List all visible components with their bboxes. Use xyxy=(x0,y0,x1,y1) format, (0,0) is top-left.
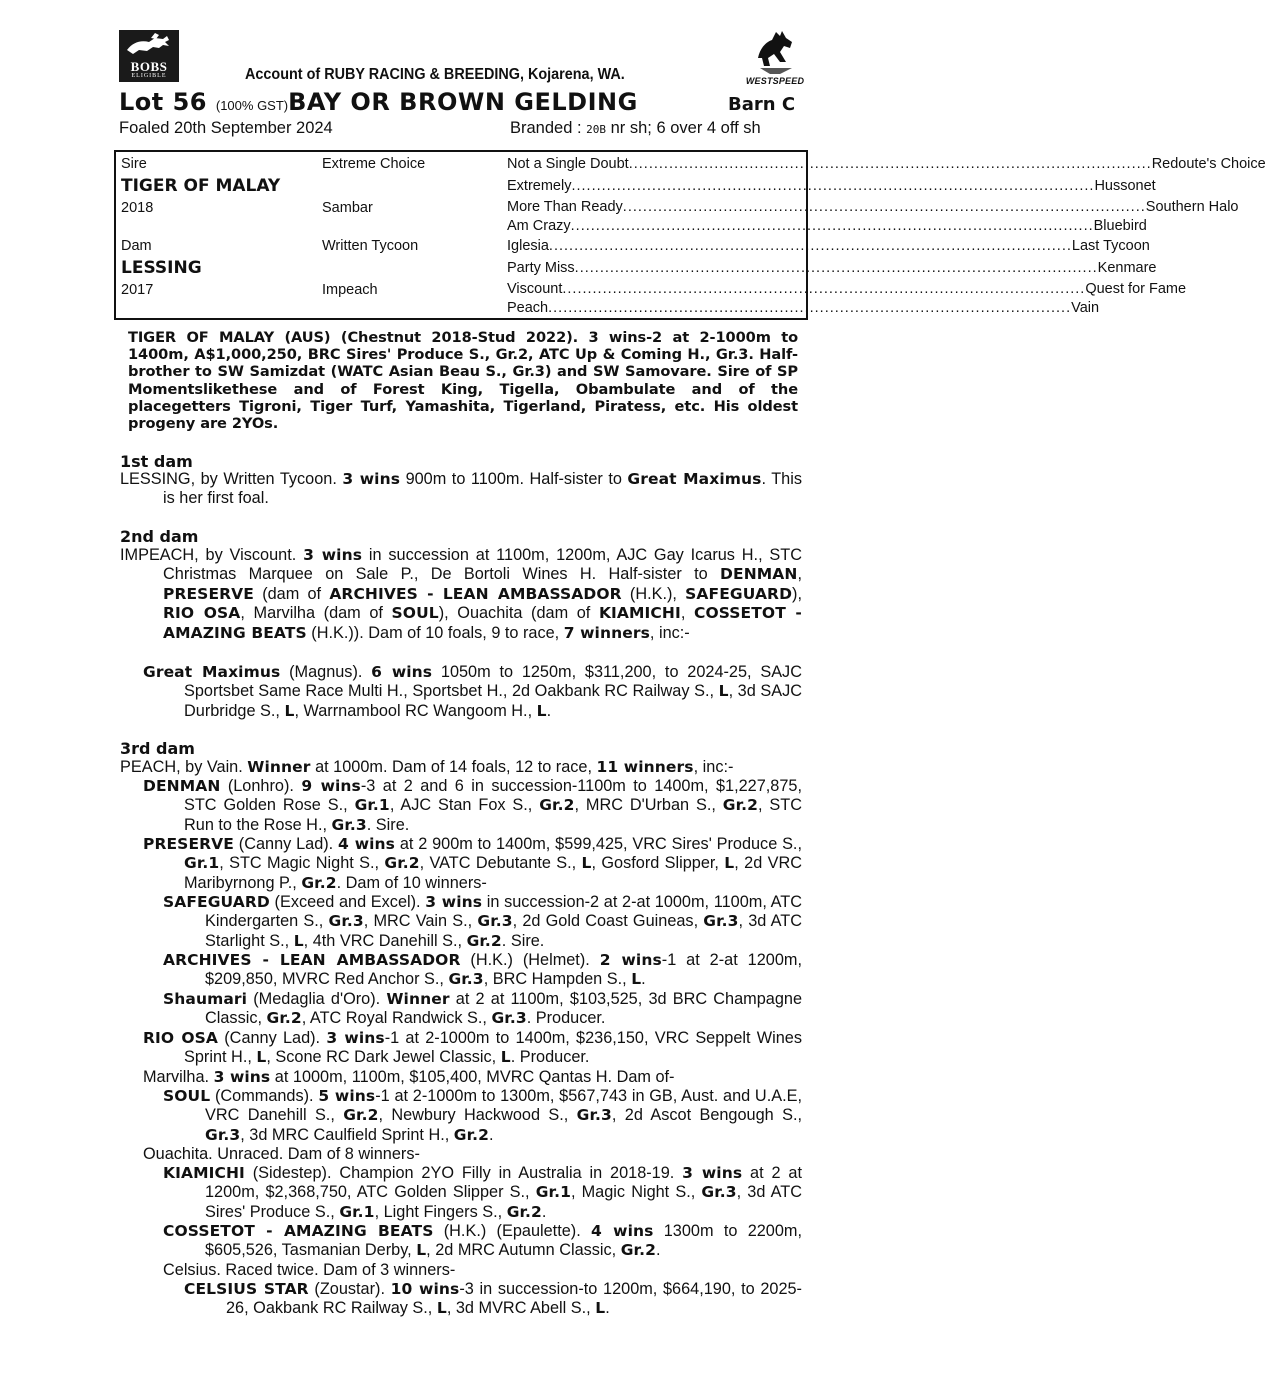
dam-label: Dam xyxy=(121,238,152,254)
gst-note: (100% GST) xyxy=(215,98,289,113)
gen3-sire: Iglesia xyxy=(507,238,549,254)
progeny-entry: KIAMICHI (Sidestep). Champion 2YO Filly in Australia in 2018-19. 3 wins at 2 at 1200m, $2,368,750, ATC Golden Slipper S., Gr.1, Magic Night S., Gr.3, 3d ATC Sires' Produce S., Gr.1, Light Fingers S., Gr.2. xyxy=(163,1164,802,1221)
horse-rider-icon xyxy=(119,30,179,60)
progeny-entry: DENMAN (Lonhro). 9 wins-3 at 2 and 6 in succession-1100m to 1400m, $1,227,875, STC Golden Rose S., Gr.1, AJC Stan Fox S., Gr.2, MRC D'Urban S., Gr.2, STC Run to the Rose H., Gr.3. Sire. xyxy=(143,777,802,834)
third-dam-entry: PEACH, by Vain. Winner at 1000m. Dam of 14 foals, 12 to race, 11 winners, inc:- xyxy=(120,758,734,776)
gen3-dam: Kenmare xyxy=(1097,260,1157,276)
leader-dots: ........................................................................................................ xyxy=(628,156,1152,172)
progeny-entry: Shaumari (Medaglia d'Oro). Winner at 2 at 1100m, $103,525, 3d BRC Champagne Classic, Gr.2, ATC Royal Randwick S., Gr.3. Producer. xyxy=(163,990,802,1028)
bobs-logo-text: BOBS xyxy=(130,59,168,74)
gen3-dam: Hussonet xyxy=(1094,178,1156,194)
first-dam-heading: 1st dam xyxy=(120,452,193,471)
gen3-sire: Am Crazy xyxy=(507,218,571,234)
gen3-sire: Viscount xyxy=(507,281,563,297)
sire-year: 2018 xyxy=(121,200,154,216)
gen3-sire: Extremely xyxy=(507,178,572,194)
gen3-row xyxy=(507,178,1156,194)
dam-year: 2017 xyxy=(121,282,154,298)
sire-summary: TIGER OF MALAY (AUS) (Chestnut 2018-Stud 2022). 3 wins-2 at 2-1000m to 1400m, A$1,000,250, BRC Sires' Produce S., Gr.2, ATC Up & Coming H., Gr.3. Half-brother to SW Samizdat (WATC Asian Beau S., Gr.3) and SW Samovare. Sire of SP Momentslikethese and of Forest King, Tigella, Obambulate and of the placegetters Tigroni, Tiger Turf, Yamashita, Tigerland, Piratess, etc. His oldest progeny are 2YOs. xyxy=(128,329,798,433)
gen3-dam: Redoute's Choice xyxy=(1151,156,1266,172)
first-dam-entry: LESSING, by Written Tycoon. 3 wins 900m to 1100m. Half-sister to Great Maximus. This is her first foal. xyxy=(120,470,802,508)
sire-dam: Sambar xyxy=(322,200,373,216)
branding xyxy=(510,119,761,138)
sire-name: TIGER OF MALAY xyxy=(121,176,281,196)
progeny-entry: CELSIUS STAR (Zoustar). 10 wins-3 in succession-to 1200m, $664,190, to 2025-26, Oakbank RC Railway S., L, 3d MVRC Abell S., L. xyxy=(184,1280,802,1318)
progeny-entry: RIO OSA (Canny Lad). 3 wins-1 at 2-1000m to 1400m, $236,150, VRC Seppelt Wines Sprint H., L, Scone RC Dark Jewel Classic, L. Producer. xyxy=(143,1029,803,1067)
progeny-entry: Ouachita. Unraced. Dam of 8 winners- xyxy=(143,1145,420,1163)
bobs-eligible-logo xyxy=(119,30,179,82)
third-dam-heading: 3rd dam xyxy=(120,739,195,758)
gen3-row xyxy=(507,260,1157,276)
bobs-logo-subtext: ELIGIBLE xyxy=(131,73,167,79)
dam-name: LESSING xyxy=(121,258,202,278)
branded-detail: nr sh; 6 over 4 off sh xyxy=(606,119,761,137)
leader-dots: ........................................................................................................ xyxy=(562,281,1086,297)
gen3-sire: Party Miss xyxy=(507,260,575,276)
lot-number: Lot 56 xyxy=(119,88,208,116)
gen3-row xyxy=(507,218,1147,234)
sire-sire: Extreme Choice xyxy=(322,156,426,172)
gen3-dam: Vain xyxy=(1071,300,1100,316)
progeny-entry: Great Maximus (Magnus). 6 wins 1050m to 1250m, $311,200, to 2024-25, SAJC Sportsbet Same Race Multi H., Sportsbet H., 2d Oakbank RC Railway S., L, 3d SAJC Durbridge S., L, Warrnambool RC Wangoom H., L. xyxy=(143,663,802,720)
barn-label: Barn C xyxy=(728,94,796,115)
gen3-row xyxy=(507,300,1100,316)
leader-dots: ........................................................................................................ xyxy=(548,238,1072,254)
pedigree-table xyxy=(114,150,1266,320)
gen3-dam: Last Tycoon xyxy=(1071,238,1150,254)
gen3-sire: More Than Ready xyxy=(507,199,623,215)
dam-sire: Written Tycoon xyxy=(322,238,419,254)
lot-title xyxy=(119,88,638,116)
leader-dots: ........................................................................................................ xyxy=(548,300,1072,316)
gen3-dam: Southern Halo xyxy=(1145,199,1239,215)
foaled-date: Foaled 20th September 2024 xyxy=(119,119,333,137)
second-dam-entry: IMPEACH, by Viscount. 3 wins in succession at 1100m, 1200m, AJC Gay Icarus H., STC Christmas Marquee on Sale P., De Bortoli Wines H. Half-sister to DENMAN, PRESERVE (dam of ARCHIVES - LEAN AMBASSADOR (H.K.), SAFEGUARD), RIO OSA, Marvilha (dam of SOUL), Ouachita (dam of KIAMICHI, COSSETOT - AMAZING BEATS (H.K.)). Dam of 10 foals, 9 to race, 7 winners, inc:- xyxy=(120,546,802,642)
second-dam-heading: 2nd dam xyxy=(120,527,199,546)
progeny-entry: Celsius. Raced twice. Dam of 3 winners- xyxy=(163,1261,456,1279)
progeny-entry: COSSETOT - AMAZING BEATS (H.K.) (Epaulette). 4 wins 1300m to 2200m, $605,526, Tasmanian Derby, L, 2d MRC Autumn Classic, Gr.2. xyxy=(163,1222,802,1260)
lot-description: BAY OR BROWN GELDING xyxy=(288,88,638,116)
leader-dots: ........................................................................................................ xyxy=(622,199,1146,215)
brand-mark: 20B xyxy=(586,123,607,136)
progeny-entry: ARCHIVES - LEAN AMBASSADOR (H.K.) (Helmet). 2 wins-1 at 2-at 1200m, $209,850, MVRC Red Anchor S., Gr.3, BRC Hampden S., L. xyxy=(163,951,802,989)
gen3-sire: Peach xyxy=(507,300,549,316)
sire-label: Sire xyxy=(121,156,147,172)
leader-dots: ........................................................................................................ xyxy=(571,178,1095,194)
westspeed-logo-text: WESTSPEED xyxy=(745,76,805,86)
westspeed-logo xyxy=(740,28,810,90)
leader-dots: ........................................................................................................ xyxy=(570,218,1094,234)
gen3-row xyxy=(507,238,1150,254)
progeny-entry: SOUL (Commands). 5 wins-1 at 2-1000m to 1300m, $567,743 in GB, Aust. and U.A.E, VRC Danehill S., Gr.2, Newbury Hackwood S., Gr.3, 2d Ascot Bengough S., Gr.3, 3d MRC Caulfield Sprint H., Gr.2. xyxy=(163,1087,802,1144)
westspeed-horse-icon xyxy=(740,28,810,76)
gen3-sire: Not a Single Doubt xyxy=(507,156,629,172)
leader-dots: ........................................................................................................ xyxy=(574,260,1098,276)
branded-label: Branded : xyxy=(510,119,587,137)
progeny-entry: PRESERVE (Canny Lad). 4 wins at 2 900m to 1400m, $599,425, VRC Sires' Produce S., Gr.1, STC Magic Night S., Gr.2, VATC Debutante S., L, Gosford Slipper, L, 2d VRC Maribyrnong P., Gr.2. Dam of 10 winners- xyxy=(143,835,802,892)
gen3-dam: Quest for Fame xyxy=(1085,281,1187,297)
gen3-dam: Bluebird xyxy=(1093,218,1147,234)
progeny-entry: Marvilha. 3 wins at 1000m, 1100m, $105,400, MVRC Qantas H. Dam of- xyxy=(143,1068,675,1086)
progeny-entry: SAFEGUARD (Exceed and Excel). 3 wins in succession-2 at 2-at 1000m, 1100m, ATC Kindergarten S., Gr.3, MRC Vain S., Gr.3, 2d Gold Coast Guineas, Gr.3, 3d ATC Starlight S., L, 4th VRC Danehill S., Gr.2. Sire. xyxy=(163,893,802,950)
gen3-row xyxy=(507,156,1266,172)
dam-dam: Impeach xyxy=(322,282,378,298)
gen3-row xyxy=(507,199,1239,215)
vendor-account: Account of RUBY RACING & BREEDING, Kojarena, WA. xyxy=(245,66,625,83)
gen3-row xyxy=(507,281,1187,297)
